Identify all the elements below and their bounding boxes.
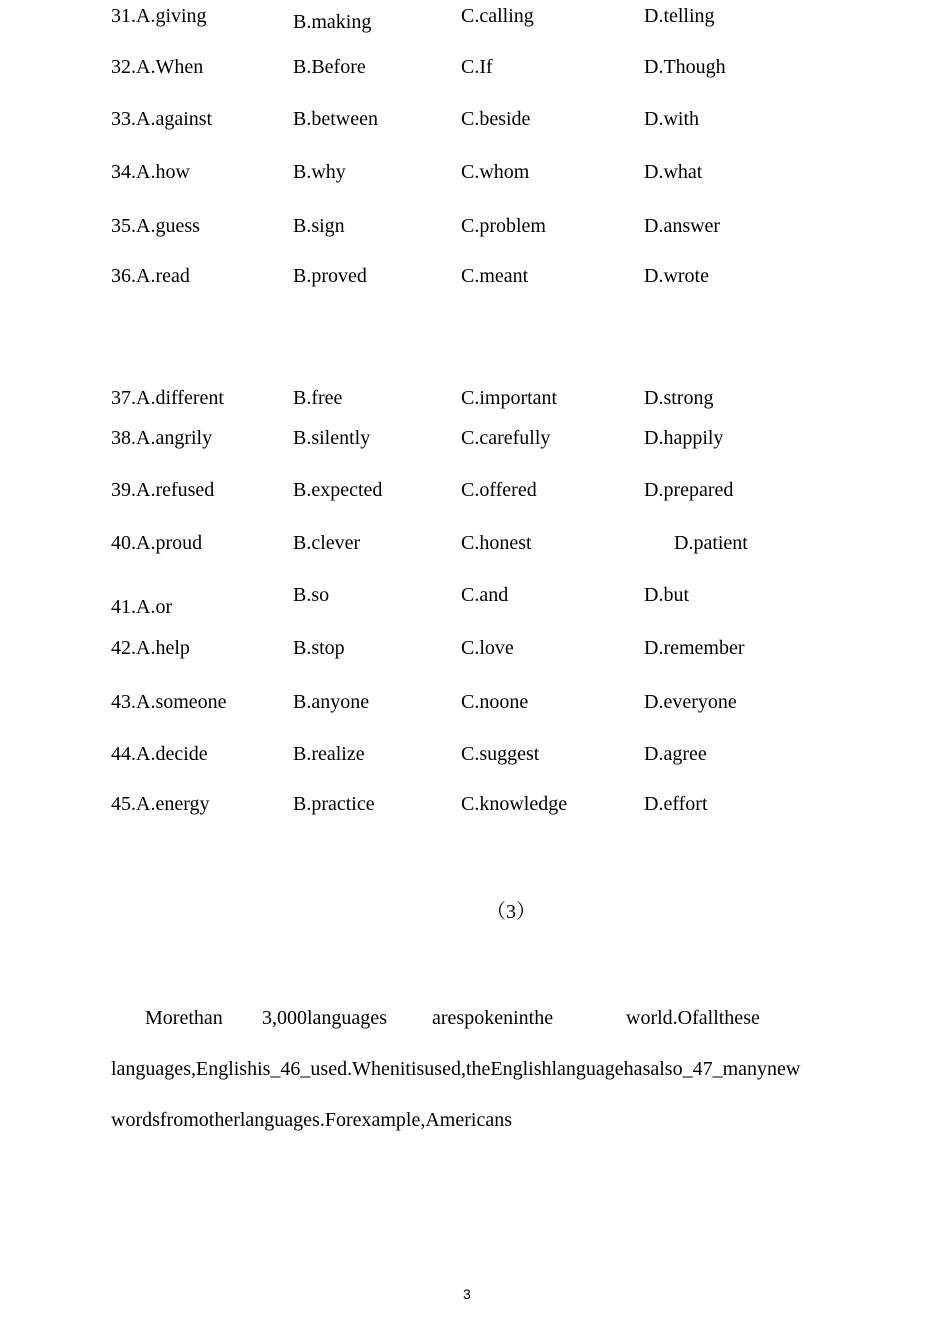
question-40-option-b: B.clever — [293, 532, 361, 554]
question-35-option-c: C.problem — [461, 215, 546, 237]
question-40-option-a: 40.A.proud — [111, 532, 203, 554]
question-44-option-c: C.suggest — [461, 743, 540, 765]
question-32-option-a: 32.A.When — [111, 56, 204, 78]
question-37-option-d: D.strong — [644, 387, 714, 409]
question-40-option-c: C.honest — [461, 532, 532, 554]
question-40-option-d: D.patient — [674, 532, 748, 554]
question-37-option-c: C.important — [461, 387, 558, 409]
question-45-option-c: C.knowledge — [461, 793, 568, 815]
question-43-option-d: D.everyone — [644, 691, 737, 713]
question-38-option-d: D.happily — [644, 427, 724, 449]
page-number: 3 — [463, 1286, 471, 1302]
passage-line-1-word-1: Morethan — [145, 1007, 223, 1029]
passage-line-1-word-2: 3,000languages — [262, 1007, 387, 1029]
question-33-option-d: D.with — [644, 108, 699, 130]
question-41-option-c: C.and — [461, 584, 509, 606]
question-35-option-b: B.sign — [293, 215, 345, 237]
question-34-option-b: B.why — [293, 161, 346, 183]
question-36-option-a: 36.A.read — [111, 265, 190, 287]
question-43-option-c: C.noone — [461, 691, 529, 713]
question-32-option-c: C.If — [461, 56, 493, 78]
question-39-option-b: B.expected — [293, 479, 383, 501]
question-43-option-a: 43.A.someone — [111, 691, 227, 713]
question-45-option-b: B.practice — [293, 793, 375, 815]
question-42-option-a: 42.A.help — [111, 637, 190, 659]
question-38-option-b: B.silently — [293, 427, 371, 449]
question-34-option-a: 34.A.how — [111, 161, 190, 183]
question-44-option-a: 44.A.decide — [111, 743, 208, 765]
question-44-option-b: B.realize — [293, 743, 365, 765]
question-41-option-a: 41.A.or — [111, 596, 173, 618]
question-43-option-b: B.anyone — [293, 691, 370, 713]
passage-line-3: wordsfromotherlanguages.Forexample,Americans — [111, 1109, 512, 1131]
question-34-option-d: D.what — [644, 161, 703, 183]
question-33-option-a: 33.A.against — [111, 108, 213, 130]
question-33-option-c: C.beside — [461, 108, 531, 130]
question-37-option-a: 37.A.different — [111, 387, 224, 409]
question-31-option-c: C.calling — [461, 5, 534, 27]
question-31-option-a: 31.A.giving — [111, 5, 207, 27]
question-32-option-d: D.Though — [644, 56, 726, 78]
passage-line-1-word-4: world.Ofallthese — [626, 1007, 760, 1029]
question-35-option-a: 35.A.guess — [111, 215, 200, 237]
question-39-option-d: D.prepared — [644, 479, 734, 501]
question-39-option-c: C.offered — [461, 479, 537, 501]
question-41-option-b: B.so — [293, 584, 330, 606]
question-38-option-a: 38.A.angrily — [111, 427, 213, 449]
question-36-option-c: C.meant — [461, 265, 529, 287]
section-label: （3） — [486, 901, 536, 923]
question-45-option-a: 45.A.energy — [111, 793, 210, 815]
question-31-option-d: D.telling — [644, 5, 715, 27]
question-37-option-b: B.free — [293, 387, 343, 409]
question-44-option-d: D.agree — [644, 743, 707, 765]
question-33-option-b: B.between — [293, 108, 378, 130]
question-38-option-c: C.carefully — [461, 427, 551, 449]
passage-line-2: languages,Englishis_46_used.Whenitisused,theEnglishlanguagehasalso_47_manynew — [111, 1058, 801, 1080]
question-45-option-d: D.effort — [644, 793, 708, 815]
question-36-option-b: B.proved — [293, 265, 367, 287]
question-35-option-d: D.answer — [644, 215, 721, 237]
question-31-option-b: B.making — [293, 11, 372, 33]
question-42-option-b: B.stop — [293, 637, 345, 659]
question-34-option-c: C.whom — [461, 161, 530, 183]
question-36-option-d: D.wrote — [644, 265, 709, 287]
passage-line-1-word-3: arespokeninthe — [432, 1007, 554, 1029]
question-41-option-d: D.but — [644, 584, 689, 606]
question-42-option-d: D.remember — [644, 637, 745, 659]
question-39-option-a: 39.A.refused — [111, 479, 215, 501]
question-42-option-c: C.love — [461, 637, 514, 659]
question-32-option-b: B.Before — [293, 56, 366, 78]
